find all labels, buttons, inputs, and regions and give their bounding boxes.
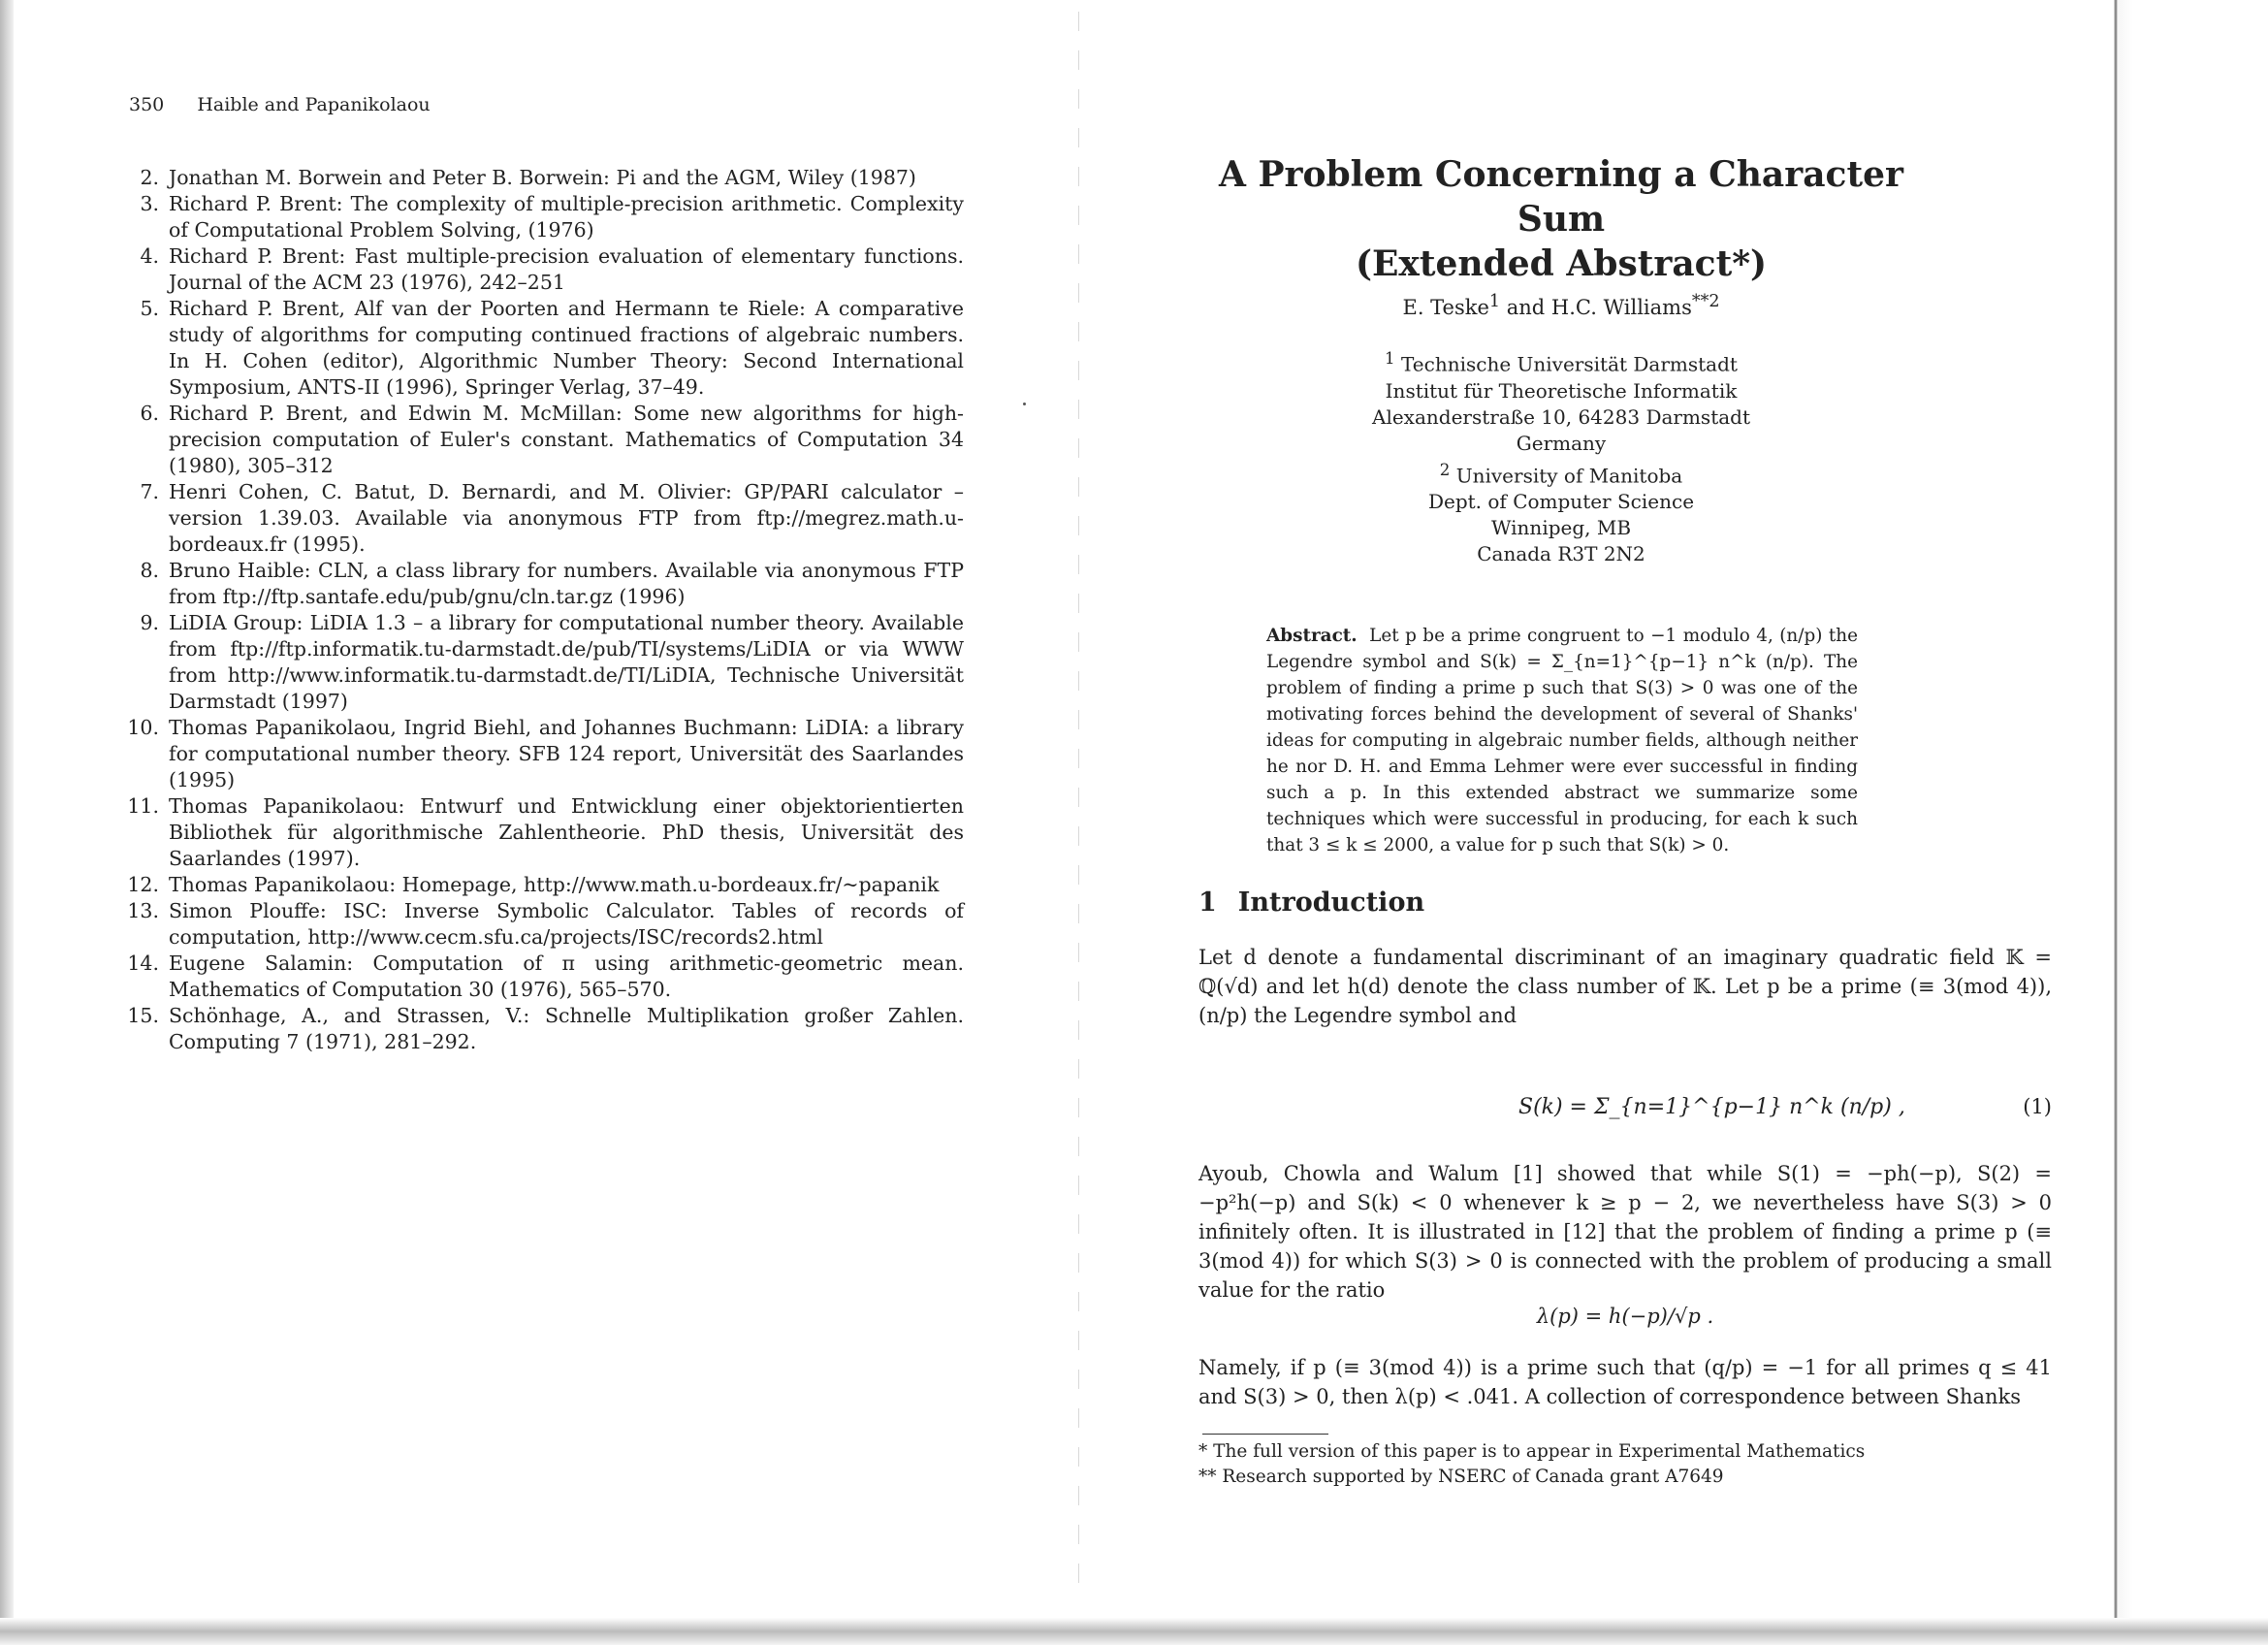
- section-title-text: Introduction: [1237, 887, 1425, 918]
- author-2: H.C. Williams: [1550, 296, 1692, 319]
- reference-item: 5. Richard P. Brent, Alf van der Poorten and Hermann te Riele: A comparative study of algorithms for computing continued fractions of algebraic numbers. In H. Cohen (editor), Algorithmic Number Theory: Second International Symposium, ANTS-II (1996), Springer Verlag, 37–49.: [140, 297, 964, 399]
- reference-item: 2. Jonathan M. Borwein and Peter B. Borwein: Pi and the AGM, Wiley (1987): [140, 166, 916, 189]
- reference-item: 4. Richard P. Brent: Fast multiple-precision evaluation of elementary functions. Journal of the ACM 23 (1976), 242–251: [140, 244, 964, 294]
- reference-item: 12. Thomas Papanikolaou: Homepage, http://www.math.u-bordeaux.fr/~papanik: [127, 873, 940, 896]
- title-line-1: A Problem Concerning a Character Sum: [1219, 154, 1903, 240]
- author-2-mark: **2: [1691, 292, 1720, 311]
- paragraph-2: Ayoub, Chowla and Walum [1] showed that while S(1) = −ph(−p), S(2) = −p²h(−p) and S(k) < 0 whenever k ≥ p − 2, we nevertheless have S(3) > 0 infinitely often. It is illustrated in [12] that the problem of finding a prime p (≡ 3(mod 4)) for which S(3) > 0 is connected with the problem of producing a small value for the ratio: [1198, 1162, 2052, 1302]
- author-conjunction: and: [1500, 296, 1551, 319]
- equation-1-formula: S(k) = Σ_{n=1}^{p−1} n^k (n/p) ,: [1518, 1095, 1905, 1119]
- book-edge-right: [2114, 0, 2268, 1645]
- footnote-rule: [1202, 1434, 1328, 1435]
- running-head-authors: Haible and Papanikolaou: [197, 94, 431, 115]
- reference-item: 15. Schönhage, A., and Strassen, V.: Schnelle Multiplikation großer Zahlen. Computing 7 (1971), 281–292.: [127, 1004, 964, 1053]
- reference-list: [122, 165, 964, 1055]
- abstract-label: Abstract.: [1266, 626, 1358, 646]
- equation-1-label: (1): [2023, 1095, 2052, 1118]
- footnotes: [1198, 1439, 2052, 1490]
- section-number: 1: [1198, 887, 1217, 918]
- affiliation-line: $^1$ Technische Universität Darmstadt: [1385, 349, 1738, 376]
- paragraph-1: Let d denote a fundamental discriminant of an imaginary quadratic field 𝕂 = ℚ(√d) and let h(d) denote the class number of 𝕂. Let p be a prime (≡ 3(mod 4)), (n/p) the Legendre symbol and: [1198, 946, 2052, 1027]
- affiliation-line: Winnipeg, MB: [1490, 516, 1632, 540]
- affiliation-line: Germany: [1516, 431, 1607, 455]
- footnote: * The full version of this paper is to appear in Experimental Mathematics: [1198, 1441, 1866, 1462]
- reference-item: 9. LiDIA Group: LiDIA 1.3 – a library for computational number theory. Available from ftp://ftp.informatik.tu-darmstadt.de/pub/TI/systems/LiDIA or via WWW from http://www.informatik.tu-darmstadt.de/TI/LiDIA, Technische Universität Darmstadt (1997): [140, 611, 964, 713]
- book-edge-bottom: [0, 1618, 2268, 1645]
- affiliation-line: $^2$ University of Manitoba: [1439, 460, 1683, 488]
- reference-item: 7. Henri Cohen, C. Batut, D. Bernardi, and M. Olivier: GP/PARI calculator – version 1.39.03. Available via anonymous FTP from ftp://megrez.math.u-bordeaux.fr (1995).: [140, 480, 964, 556]
- author-line: [1183, 292, 1939, 319]
- affiliation-line: Dept. of Computer Science: [1427, 490, 1695, 514]
- paper-title: [1183, 152, 1939, 286]
- equation-1: [1198, 1072, 2052, 1149]
- equation-2: λ(p) = h(−p)/√p .: [1536, 1305, 1714, 1328]
- page-number: 350: [129, 94, 165, 115]
- reference-item: 13. Simon Plouffe: ISC: Inverse Symbolic Calculator. Tables of records of computation, http://www.cecm.sfu.ca/projects/ISC/records2.html: [127, 899, 964, 949]
- section-heading: [1198, 887, 1424, 918]
- running-head: [129, 94, 431, 115]
- paragraph-3: Namely, if p (≡ 3(mod 4)) is a prime such that (q/p) = −1 for all primes q ≤ 41 and S(3) > 0, then λ(p) < .041. A collection of correspondence between Shanks: [1198, 1356, 2052, 1408]
- author-1-mark: 1: [1488, 292, 1501, 311]
- reference-item: 11. Thomas Papanikolaou: Entwurf und Entwicklung einer objektorientierten Bibliothek für algorithmische Zahlentheorie. PhD thesis, Universität des Saarlandes (1997).: [127, 794, 964, 870]
- reference-item: 10. Thomas Papanikolaou, Ingrid Biehl, and Johannes Buchmann: LiDIA: a library for computational number theory. SFB 124 report, Universität des Saarlandes (1995): [127, 716, 964, 791]
- abstract: [1266, 623, 1858, 858]
- right-page: [1105, 0, 2114, 1610]
- affiliation-line: Alexanderstraße 10, 64283 Darmstadt: [1372, 404, 1750, 429]
- stray-dot: [1023, 403, 1026, 405]
- reference-item: 8. Bruno Haible: CLN, a class library for numbers. Available via anonymous FTP from ftp://ftp.santafe.edu/pub/gnu/cln.tar.gz (1996): [140, 559, 964, 608]
- reference-item: 6. Richard P. Brent, and Edwin M. McMillan: Some new algorithms for high-precision computation of Euler's constant. Mathematics of Computation 34 (1980), 305–312: [140, 402, 964, 477]
- footnote: ** Research supported by NSERC of Canada grant A7649: [1198, 1467, 1724, 1487]
- author-1: E. Teske: [1402, 296, 1489, 319]
- gutter-fold: [1078, 12, 1079, 1602]
- abstract-text: Let p be a prime congruent to −1 modulo 4, (n/p) the Legendre symbol and S(k) = Σ_{n=1}^{p−1} n^k (n/p). The problem of finding a prime p such that S(3) > 0 was one of the motivating forces behind the development of several of Shanks' ideas for computing in algebraic number fields, although neither he nor D. H. and Emma Lehmer were ever successful in finding such a p. In this extended abstract we summarize some techniques which were successful in producing, for each k such that 3 ≤ k ≤ 2000, a value for p such that S(k) > 0.: [1266, 626, 1858, 855]
- affiliations: [1183, 345, 1939, 567]
- left-page: [0, 0, 1076, 1610]
- reference-item: 14. Eugene Salamin: Computation of π using arithmetic-geometric mean. Mathematics of Computation 30 (1976), 565–570.: [127, 952, 964, 1001]
- affiliation-line: Canada R3T 2N2: [1477, 542, 1645, 566]
- title-line-2: (Extended Abstract*): [1355, 243, 1768, 284]
- affiliation-line: Institut für Theoretische Informatik: [1385, 378, 1738, 403]
- reference-item: 3. Richard P. Brent: The complexity of multiple-precision arithmetic. Complexity of Computational Problem Solving, (1976): [140, 192, 964, 242]
